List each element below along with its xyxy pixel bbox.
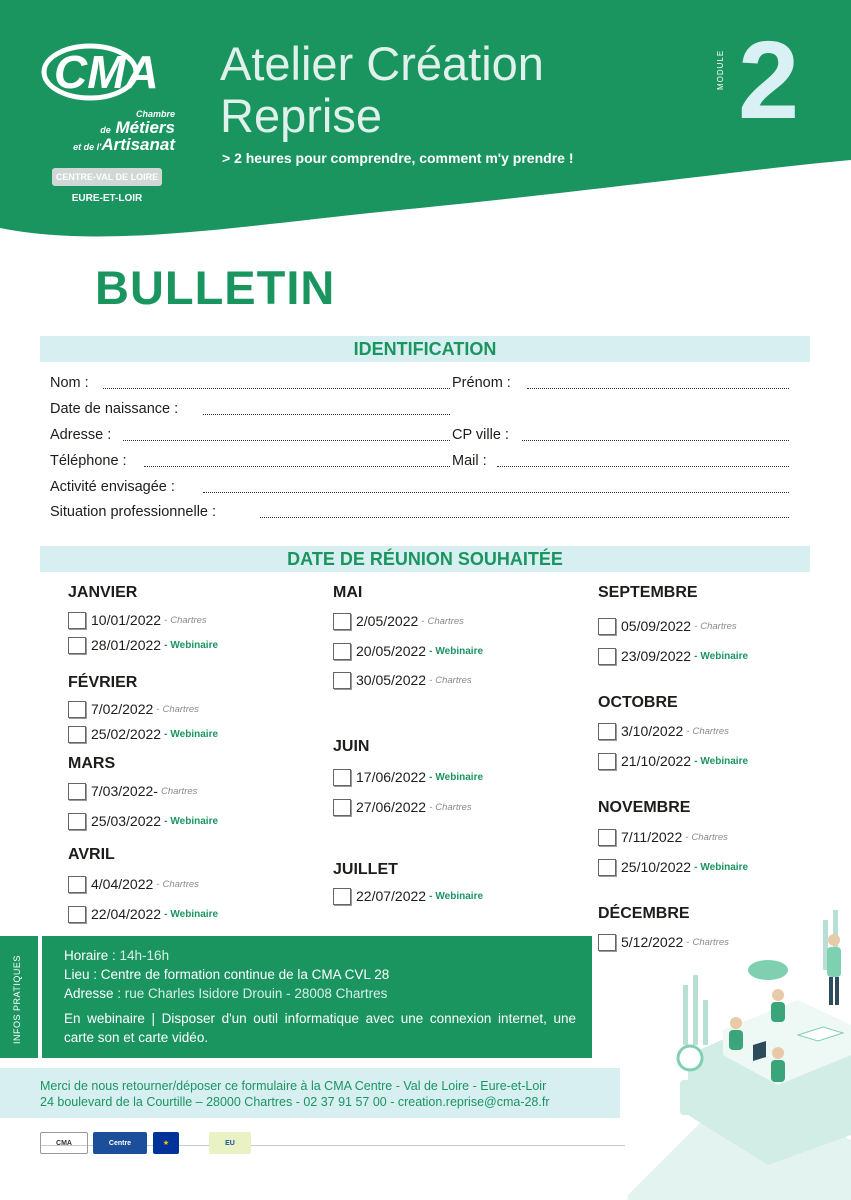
checkbox[interactable] bbox=[333, 643, 351, 660]
adresse-label: Adresse : bbox=[50, 427, 112, 443]
situation-field[interactable] bbox=[260, 516, 789, 518]
lieu-label: Lieu : bbox=[64, 967, 98, 982]
month-juillet: JUILLET bbox=[333, 861, 398, 878]
checkbox[interactable] bbox=[333, 888, 351, 905]
mail-field[interactable] bbox=[497, 465, 789, 467]
date-option[interactable]: 4/04/2022 - Chartres bbox=[68, 874, 199, 894]
checkbox[interactable] bbox=[68, 612, 86, 629]
activite-field[interactable] bbox=[203, 491, 789, 493]
date-option[interactable]: 20/05/2022 - Webinaire bbox=[333, 641, 483, 661]
checkbox[interactable] bbox=[333, 672, 351, 689]
date-option[interactable]: 30/05/2022 - Chartres bbox=[333, 670, 472, 690]
activite-label: Activité envisagée : bbox=[50, 479, 175, 495]
prenom-field[interactable] bbox=[527, 387, 789, 389]
situation-label: Situation professionnelle : bbox=[50, 504, 217, 520]
date-option[interactable]: 7/11/2022 - Chartres bbox=[598, 827, 728, 847]
date-option[interactable]: 22/04/2022 - Webinaire bbox=[68, 904, 218, 924]
logo-letters: CMA bbox=[54, 46, 159, 98]
nom-label: Nom : bbox=[50, 375, 89, 391]
office-illustration bbox=[628, 905, 851, 1200]
adresse-field[interactable] bbox=[123, 439, 450, 441]
nom-field[interactable] bbox=[103, 387, 450, 389]
date-option[interactable]: 27/06/2022 - Chartres bbox=[333, 797, 472, 817]
date-option[interactable]: 23/09/2022 - Webinaire bbox=[598, 646, 748, 666]
webinaire-info: En webinaire | Disposer d'un outil informatique avec une connexion internet, une carte son et carte vidéo. bbox=[64, 1011, 576, 1045]
horaire-value: 14h-16h bbox=[119, 948, 170, 963]
checkbox[interactable] bbox=[68, 906, 86, 923]
checkbox[interactable] bbox=[598, 829, 616, 846]
checkbox[interactable] bbox=[333, 769, 351, 786]
date-option[interactable]: 7/02/2022 - Chartres bbox=[68, 699, 199, 719]
date-option[interactable]: 21/10/2022 - Webinaire bbox=[598, 751, 748, 771]
month-janvier: JANVIER bbox=[68, 584, 138, 601]
date-option[interactable]: 7/03/2022 - Chartres bbox=[68, 781, 197, 801]
identification-heading: IDENTIFICATION bbox=[40, 336, 810, 362]
date-option[interactable]: 25/03/2022 - Webinaire bbox=[68, 811, 218, 831]
eu-flag-logo: ★ bbox=[153, 1132, 179, 1154]
page-title bbox=[220, 38, 544, 142]
month-juin: JUIN bbox=[333, 738, 370, 755]
module-number: 2 bbox=[738, 19, 800, 142]
date-option[interactable]: 10/01/2022 - Chartres bbox=[68, 610, 207, 630]
return-line-1: Merci de nous retourner/déposer ce formulaire à la CMA Centre - Val de Loire - Eure-et-Loir bbox=[40, 1079, 547, 1093]
checkbox[interactable] bbox=[598, 934, 616, 951]
checkbox[interactable] bbox=[68, 637, 86, 654]
adresse-info-label: Adresse : bbox=[64, 986, 122, 1001]
logo-wordmark bbox=[40, 110, 175, 153]
cp-ville-label: CP ville : bbox=[452, 427, 509, 443]
return-line-2: 24 boulevard de la Courtille – 28000 Chartres - 02 37 91 57 00 - creation.reprise@cma-28.fr bbox=[40, 1095, 550, 1109]
europe-engage-logo: EU bbox=[209, 1132, 251, 1154]
date-option[interactable]: 3/10/2022 - Chartres bbox=[598, 721, 729, 741]
checkbox[interactable] bbox=[333, 613, 351, 630]
logo-chambre: Chambre bbox=[135, 109, 175, 119]
month-septembre: SEPTEMBRE bbox=[598, 584, 698, 601]
logo-artisanat: Artisanat bbox=[101, 135, 175, 154]
checkbox[interactable] bbox=[333, 799, 351, 816]
title-line-2: Reprise bbox=[220, 89, 382, 142]
month-avril: AVRIL bbox=[68, 846, 115, 863]
date-option[interactable]: 25/02/2022 - Webinaire bbox=[68, 724, 218, 744]
naissance-field[interactable] bbox=[203, 413, 450, 415]
checkbox[interactable] bbox=[68, 813, 86, 830]
infos-box bbox=[42, 936, 592, 1058]
region-badge: CENTRE-VAL DE LOIRE bbox=[52, 168, 162, 186]
date-option[interactable]: 28/01/2022 - Webinaire bbox=[68, 635, 218, 655]
month-mars: MARS bbox=[68, 755, 116, 772]
cp-ville-field[interactable] bbox=[522, 439, 789, 441]
date-option[interactable]: 2/05/2022 - Chartres bbox=[333, 611, 464, 631]
checkbox[interactable] bbox=[598, 723, 616, 740]
return-info bbox=[0, 1068, 620, 1118]
naissance-label: Date de naissance : bbox=[50, 401, 179, 417]
horaire-label: Horaire : bbox=[64, 948, 116, 963]
title-line-1: Atelier Création bbox=[220, 37, 544, 90]
checkbox[interactable] bbox=[598, 648, 616, 665]
mail-label: Mail : bbox=[452, 453, 487, 469]
checkbox[interactable] bbox=[68, 783, 86, 800]
adresse-info-value: rue Charles Isidore Drouin - 28008 Chartres bbox=[124, 986, 388, 1001]
region-footer-logo: Centre bbox=[93, 1132, 147, 1154]
cma-footer-logo: CMA bbox=[40, 1132, 88, 1154]
date-option[interactable]: 5/12/2022 - Chartres bbox=[598, 932, 729, 952]
checkbox[interactable] bbox=[598, 859, 616, 876]
month-novembre: NOVEMBRE bbox=[598, 799, 691, 816]
cma-logo bbox=[40, 36, 170, 106]
month-octobre: OCTOBRE bbox=[598, 694, 678, 711]
logo-de: de bbox=[100, 125, 111, 135]
department-label: EURE-ET-LOIR bbox=[71, 193, 143, 204]
checkbox[interactable] bbox=[68, 701, 86, 718]
checkbox[interactable] bbox=[598, 753, 616, 770]
date-option[interactable]: 25/10/2022 - Webinaire bbox=[598, 857, 748, 877]
month-mai: MAI bbox=[333, 584, 363, 601]
logo-et: et de l' bbox=[73, 142, 102, 152]
date-option[interactable]: 17/06/2022 - Webinaire bbox=[333, 767, 483, 787]
module-label: MODULE bbox=[716, 49, 725, 90]
reunion-heading: DATE DE RÉUNION SOUHAITÉE bbox=[40, 546, 810, 572]
telephone-label: Téléphone : bbox=[50, 453, 127, 469]
page-subtitle: > 2 heures pour comprendre, comment m'y prendre ! bbox=[222, 150, 574, 166]
prenom-label: Prénom : bbox=[452, 375, 511, 391]
bulletin-title: BULLETIN bbox=[95, 261, 336, 314]
checkbox[interactable] bbox=[68, 726, 86, 743]
infos-pratiques-label: INFOS PRATIQUES bbox=[12, 955, 22, 1044]
telephone-field[interactable] bbox=[144, 465, 450, 467]
checkbox[interactable] bbox=[68, 876, 86, 893]
lieu-value: Centre de formation continue de la CMA CVL 28 bbox=[100, 967, 390, 982]
month-fevrier: FÉVRIER bbox=[68, 674, 138, 691]
checkbox[interactable] bbox=[598, 618, 616, 635]
date-option[interactable]: 22/07/2022 - Webinaire bbox=[333, 886, 483, 906]
logo-metiers: Métiers bbox=[115, 118, 175, 137]
date-option[interactable]: 05/09/2022 - Chartres bbox=[598, 616, 737, 636]
month-decembre: DÉCEMBRE bbox=[598, 905, 690, 922]
